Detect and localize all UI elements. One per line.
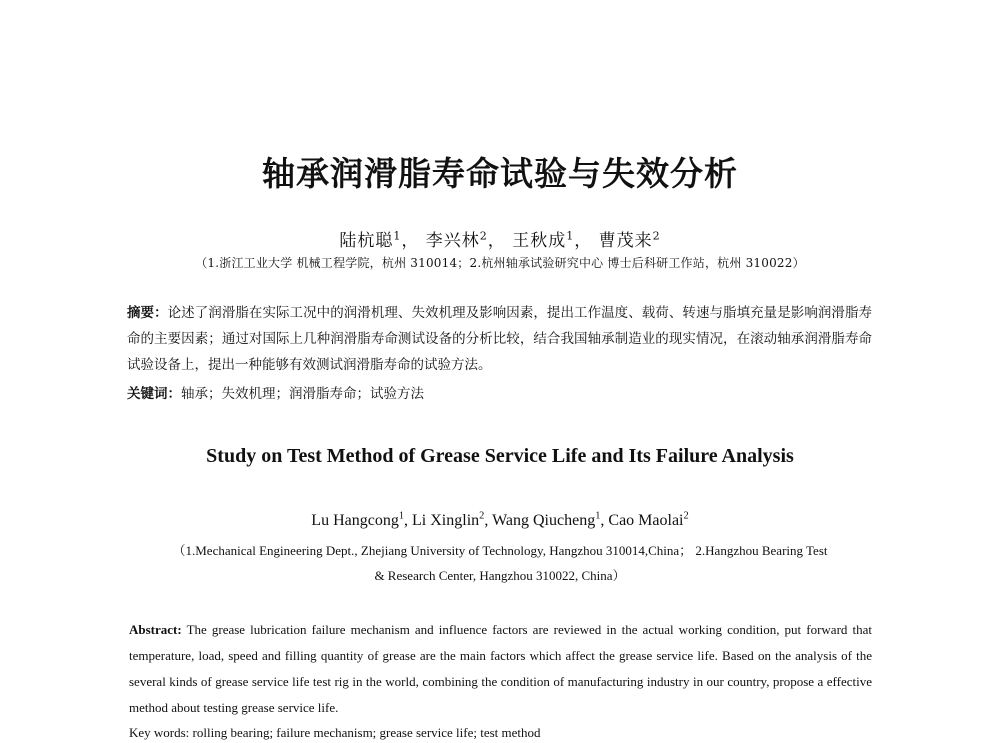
abstract-text: 论述了润滑脂在实际工况中的润滑机理、失效机理及影响因素，提出工作温度、载荷、转速与脂填充量是影响润滑脂寿命的主要因素；通过对国际上几种润滑脂寿命测试设备的分析比较，结合我国轴承制造业的现实情况，在滚动轴承润滑脂寿命试验设备上，提出一种能够有效测试润滑脂寿命的试验方法。 <box>127 305 873 373</box>
author-affil-index: 2 <box>652 229 661 243</box>
affiliation-line: & Research Center, Hangzhou 310022, China） <box>374 568 626 583</box>
chinese-keywords <box>127 384 872 404</box>
abstract-text: The grease lubrication failure mechanism and influence factors are reviewed in the actual working condition, put forward that temperature, load, speed and filling quantity of grease are the main factors which affect the grease service life. Based on the analysis of the several kinds of grease service life test rig in the world, combining the condition of manufacturing industry in our country, propose a effective method about testing grease service life. <box>129 622 872 715</box>
english-title: Study on Test Method of Grease Service Life and Its Failure Analysis <box>206 445 794 467</box>
affiliation-line: （1.Mechanical Engineering Dept., Zhejiang University of Technology, Hangzhou 310014,China； 2.Hangzhou Bearing Test <box>172 543 828 558</box>
keywords-label: 关键词： <box>127 386 181 402</box>
chinese-authors: 陆杭聪$^1$， 李兴林$^2$， 王秋成$^1$， 曹茂来$^2$ <box>339 229 661 251</box>
author-name: Cao Maolai <box>608 512 684 529</box>
author-affil-index: 2 <box>683 510 689 522</box>
keywords-text: 轴承；失效机理；润滑脂寿命；试验方法 <box>181 386 424 402</box>
author-affil-index: 1 <box>393 229 402 243</box>
chinese-title: 轴承润滑脂寿命试验与失效分析 <box>262 154 738 193</box>
author-affil-index: 1 <box>595 510 601 522</box>
author-affil-index: 1 <box>566 229 575 243</box>
chinese-affiliation: （1.浙江工业大学 机械工程学院，杭州 310014；2.杭州轴承试验研究中心 博士后科研工作站，杭州 310022） <box>195 256 805 270</box>
author-name: 李兴林 <box>425 231 480 251</box>
author-affil-index: 2 <box>479 229 488 243</box>
author-name: 曹茂来 <box>598 231 653 251</box>
author-name: Lu Hangcong <box>311 512 399 529</box>
author-name: Li Xinglin <box>412 512 480 529</box>
chinese-abstract <box>127 300 872 378</box>
english-authors: Lu Hangcong$^1$, Li Xinglin$^2$, Wang Qiucheng$^1$, Cao Maolai$^2$ <box>311 510 689 529</box>
abstract-label: 摘要： <box>127 305 168 321</box>
author-name: 王秋成 <box>512 231 567 251</box>
author-affil-index: 2 <box>479 510 485 522</box>
abstract-label: Abstract: <box>129 622 182 637</box>
english-keywords-cutoff: Key words: rolling bearing; failure mechanism; grease service life; test method <box>129 725 541 740</box>
english-abstract <box>129 617 872 721</box>
author-name: Wang Qiucheng <box>492 512 596 529</box>
author-affil-index: 1 <box>398 510 405 522</box>
author-name: 陆杭聪 <box>339 231 394 251</box>
english-affiliation <box>120 538 880 588</box>
